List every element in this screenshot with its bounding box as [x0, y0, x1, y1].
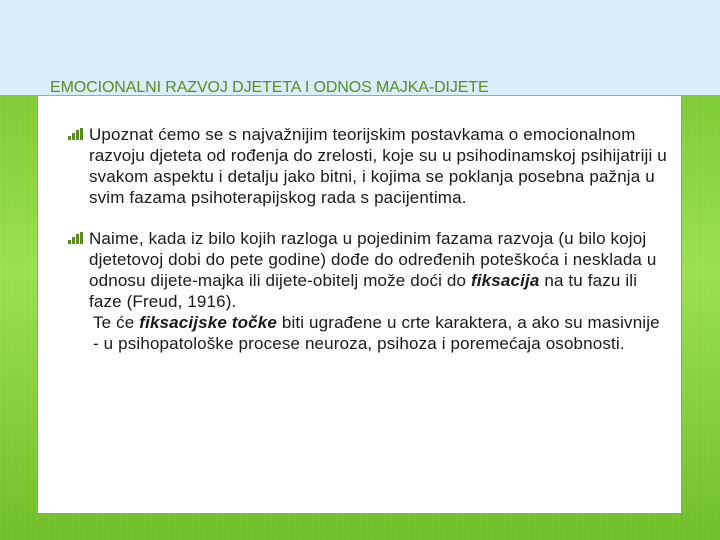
bullet-text: Upoznat ćemo se s najvažnijim teorijskim postavkama o emocionalnom razvoju djeteta od rođenja do zrelosti, koje su u psihodinamskoj psihijatriji u svakom aspektu i detalju jako bitni, i kojima se poklanja posebna pažnja u svim fazama psihoterapijskog rada s pacijentima. [89, 125, 667, 207]
slide-title: EMOCIONALNI RAZVOJ DJETETA I ODNOS MAJKA-DIJETE [50, 79, 489, 96]
text-segment: biti ugrađene u crte karaktera, a ako su masivnije - u psihopatološke procese neuroza, psihoza i poremećaja osobnosti. [93, 313, 660, 353]
bullet-item-fixation [68, 228, 668, 354]
bullet-item-intro [68, 124, 668, 208]
signal-bars-icon [68, 128, 84, 140]
text-segment: na tu fazu ili faze (Freud, 1916). [89, 271, 638, 311]
bullet-paragraph-2 [89, 312, 668, 354]
content-panel [37, 96, 682, 514]
text-segment: Naime, kada iz bilo kojih razloga u pojedinim fazama razvoja (u bilo kojoj djetetovoj dobi do pete godine) dođe do određenih poteškoća i nesklada u odnosu dijete-majka ili dijete-obitelj može doći do [89, 229, 657, 290]
emphasis-term: fiksacija [471, 271, 540, 290]
text-segment: Te će [93, 313, 140, 332]
emphasis-term: fiksacijske točke [139, 313, 277, 332]
bullet-list [68, 124, 668, 374]
bullet-paragraph-1 [89, 228, 668, 312]
signal-bars-icon [68, 232, 84, 244]
